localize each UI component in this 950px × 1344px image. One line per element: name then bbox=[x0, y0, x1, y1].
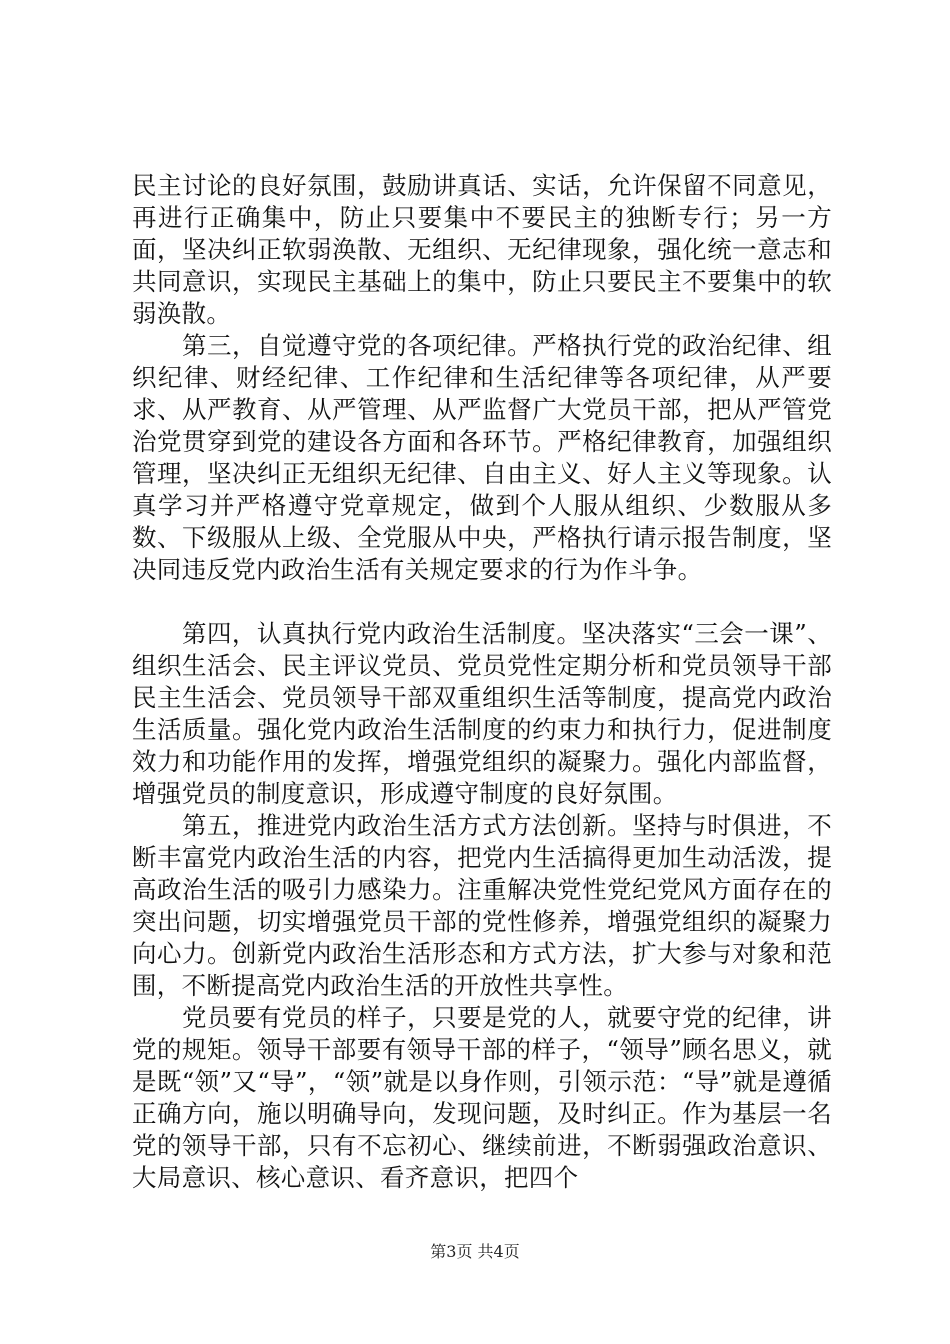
paragraph-third-point: 第三，自觉遵守党的各项纪律。严格执行党的政治纪律、组织纪律、财经纪律、工作纪律和生活纪律等各项纪律，从严要求、从严教育、从严管理、从严监督广大党员干部，把从严管党治党贯穿到党的建设各方面和各环节。严格纪律教育，加强组织管理，坚决纠正无组织无纪律、自由主义、好人主义等现象。认真学习并严格遵守党章规定，做到个人服从组织、少数服从多数、下级服从上级、全党服从中央，严格执行请示报告制度，坚决同违反党内政治生活有关规定要求的行为作斗争。 bbox=[132, 331, 832, 584]
paragraph-party-member-conduct: 党员要有党员的样子，只要是党的人，就要守党的纪律，讲党的规矩。领导干部要有领导干部的样子，“领导”顾名思义，就是既“领”又“导”，“领”就是以身作则，引领示范：“导”就是遵循正确方向，施以明确导向，发现问题，及时纠正。作为基层一名党的领导干部，只有不忘初心、继续前进，不断弱强政治意识、大局意识、核心意识、看齐意识，把四个 bbox=[132, 1003, 832, 1192]
page-footer bbox=[0, 1242, 950, 1262]
page-number-label: 第3页 共4页 bbox=[430, 1242, 520, 1261]
paragraph-continuation: 民主讨论的良好氛围，鼓励讲真话、实话，允许保留不同意见，再进行正确集中，防止只要集中不要民主的独断专行；另一方面，坚决纠正软弱涣散、无组织、无纪律现象，强化统一意志和共同意识，实现民主基础上的集中，防止只要民主不要集中的软弱涣散。 bbox=[132, 171, 832, 328]
paragraph-fourth-point: 第四，认真执行党内政治生活制度。坚决落实“三会一课”、组织生活会、民主评议党员、党员党性定期分析和党员领导干部民主生活会、党员领导干部双重组织生活等制度，提高党内政治生活质量。强化党内政治生活制度的约束力和执行力，促进制度效力和功能作用的发挥，增强党组织的凝聚力。强化内部监督，增强党员的制度意识，形成遵守制度的良好氛围。 bbox=[132, 619, 832, 808]
paragraph-fifth-point: 第五，推进党内政治生活方式方法创新。坚持与时俱进，不断丰富党内政治生活的内容，把党内生活搞得更加生动活泼，提高政治生活的吸引力感染力。注重解决党性党纪党风方面存在的突出问题，切实增强党员干部的党性修养，增强党组织的凝聚力向心力。创新党内政治生活形态和方式方法，扩大参与对象和范围，不断提高党内政治生活的开放性共享性。 bbox=[132, 811, 832, 1000]
document-body bbox=[132, 170, 832, 1194]
